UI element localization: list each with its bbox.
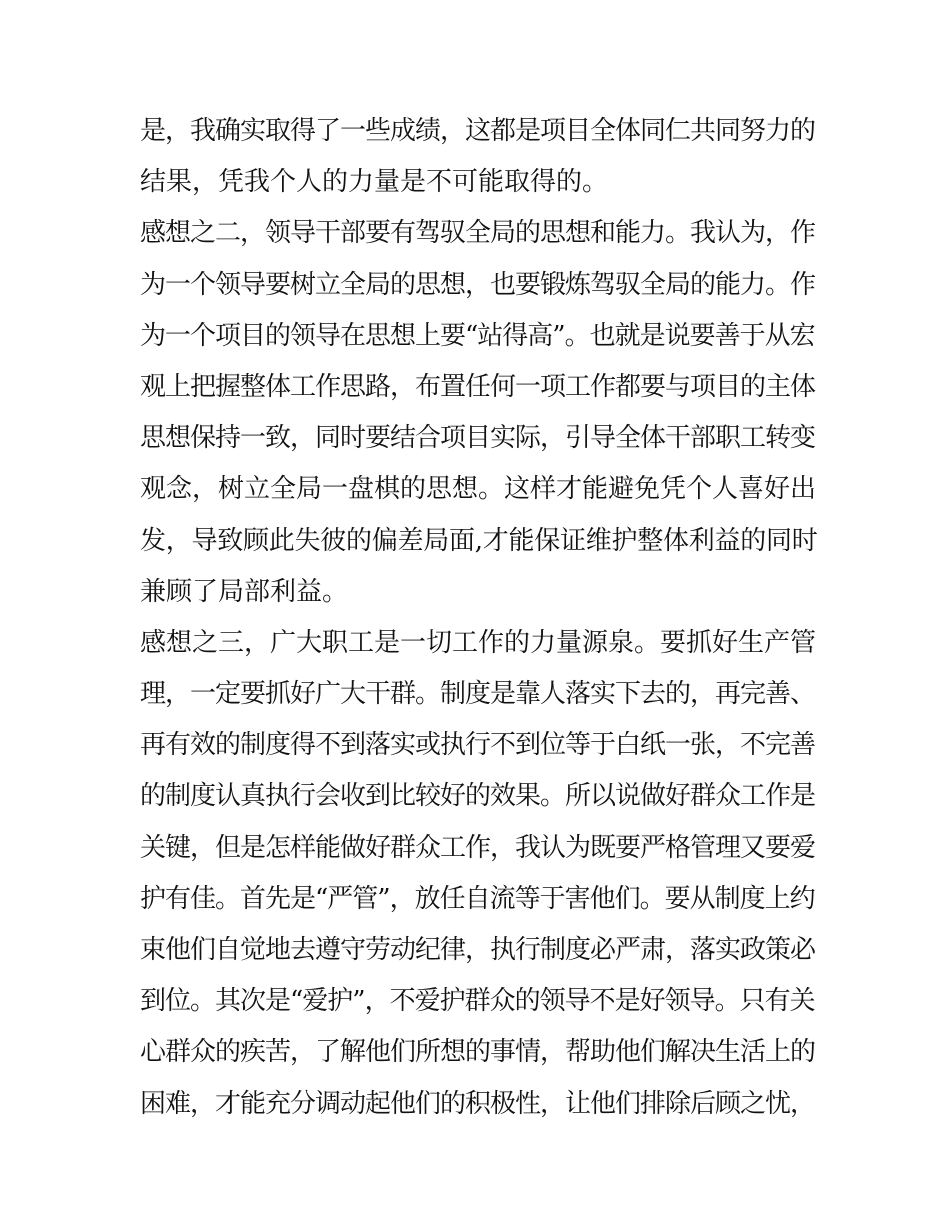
text-line: 为一个项目的领导在思想上要“站得高”。也就是说要善于从宏 <box>140 320 815 351</box>
text-line: 关键，但是怎样能做好群众工作，我认为既要严格管理又要爱 <box>140 832 816 863</box>
text-line: 困难，才能充分调动起他们的积极性，让他们排除后顾之忧， <box>140 1088 816 1119</box>
text-line: 观念，树立全局一盘棋的思想。这样才能避免凭个人喜好出 <box>140 474 817 505</box>
text-line: 的制度认真执行会收到比较好的效果。所以说做好群众工作是 <box>140 781 816 812</box>
text-line: 思想保持一致，同时要结合项目实际，引导全体干部职工转变 <box>140 423 816 454</box>
text-line: 感想之三，广大职工是一切工作的力量源泉。要抓好生产管 <box>140 627 817 658</box>
text-line: 为一个领导要树立全局的思想，也要锻炼驾驭全局的能力。作 <box>140 269 816 300</box>
text-line: 护有佳。首先是“严管”，放任自流等于害他们。要从制度上约 <box>140 883 815 914</box>
text-line: 发，导致顾此失彼的偏差局面,才能保证维护整体利益的同时 <box>140 525 818 556</box>
text-line: 观上把握整体工作思路，布置任何一项工作都要与项目的主体 <box>140 371 816 402</box>
text-line: 再有效的制度得不到落实或执行不到位等于白纸一张，不完善 <box>140 730 816 761</box>
text-line: 到位。其次是“爱护”，不爱护群众的领导不是好领导。只有关 <box>140 986 815 1017</box>
text-line: 心群众的疾苦，了解他们所想的事情，帮助他们解决生活上的 <box>140 1037 816 1068</box>
document-body <box>140 106 820 1130</box>
text-line: 感想之二，领导干部要有驾驭全局的思想和能力。我认为，作 <box>140 218 816 249</box>
text-line: 束他们自觉地去遵守劳动纪律，执行制度必严肃，落实政策必 <box>140 935 816 965</box>
text-line: 理，一定要抓好广大干群。制度是靠人落实下去的，再完善、 <box>140 679 816 710</box>
text-line: 结果，凭我个人的力量是不可能取得的。 <box>140 167 609 198</box>
text-line: 兼顾了局部利益。 <box>140 576 349 607</box>
text-line: 是，我确实取得了一些成绩，这都是项目全体同仁共同努力的 <box>140 116 816 146</box>
